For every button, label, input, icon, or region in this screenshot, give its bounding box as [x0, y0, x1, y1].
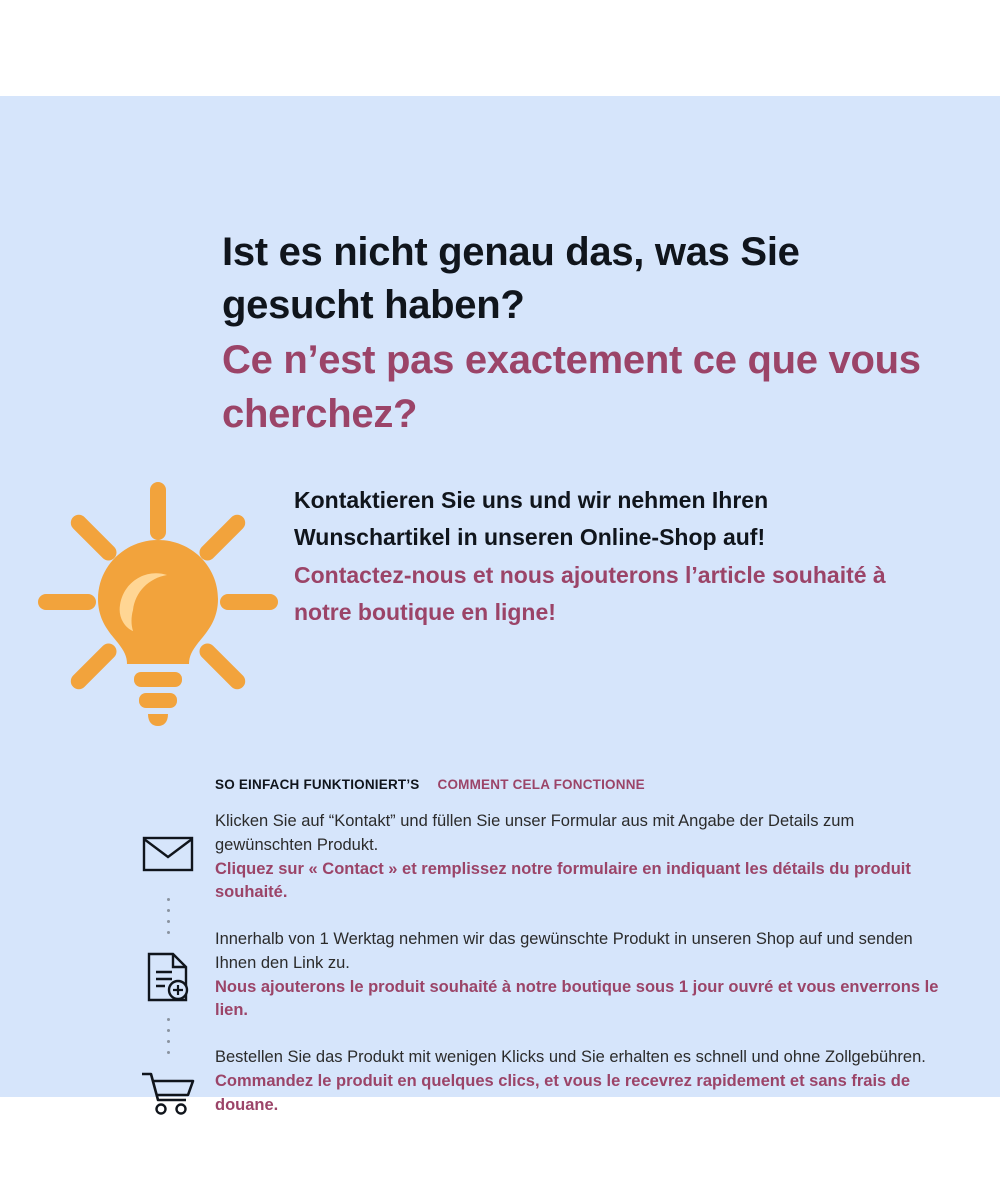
list-item: [120, 1042, 950, 1160]
lightbulb-icon: [38, 482, 278, 732]
step-text-de: Bestellen Sie das Produkt mit wenigen Klicks und Sie erhalten es schnell und ohne Zollgebühren.: [215, 1048, 926, 1066]
promo-banner: [0, 96, 1000, 1114]
list-item: [120, 924, 950, 1042]
steps-list: [120, 806, 950, 1160]
document-add-icon: [120, 924, 215, 1002]
step-text: [215, 1042, 950, 1117]
headline-fr: Ce n’est pas exactement ce que vous cherchez?: [222, 338, 921, 436]
step-text-de: Klicken Sie auf “Kontakt” und füllen Sie unser Formular aus mit Angabe der Details zum gewünschten Produkt.: [215, 812, 855, 854]
headline-de: Ist es nicht genau das, was Sie gesucht haben?: [222, 230, 800, 328]
headline-block: [222, 226, 952, 441]
step-text: [215, 924, 950, 1023]
how-it-works-fr: COMMENT CELA FONCTIONNE: [437, 777, 645, 792]
how-it-works-de: SO EINFACH FUNKTIONIERT’S: [215, 777, 420, 792]
envelope-icon: [120, 806, 215, 874]
step-text-fr: Commandez le produit en quelques clics, et vous le recevrez rapidement et sans frais de douane.: [215, 1071, 911, 1114]
step-text-fr: Nous ajouterons le produit souhaité à notre boutique sous 1 jour ouvré et vous enverrons le lien.: [215, 977, 939, 1020]
step-text-fr: Cliquez sur « Contact » et remplissez notre formulaire en indiquant les détails du produit souhaité.: [215, 859, 911, 902]
shopping-cart-icon: [120, 1042, 215, 1116]
step-text: [215, 806, 950, 905]
subheadline-block: [294, 482, 914, 631]
step-text-de: Innerhalb von 1 Werktag nehmen wir das gewünschte Produkt in unseren Shop auf und senden Ihnen den Link zu.: [215, 930, 913, 972]
list-item: [120, 806, 950, 924]
subheadline-de: Kontaktieren Sie uns und wir nehmen Ihren Wunschartikel in unseren Online-Shop auf!: [294, 487, 769, 551]
how-it-works-label: [215, 777, 645, 792]
subheadline-fr: Contactez-nous et nous ajouterons l’article souhaité à notre boutique en ligne!: [294, 561, 886, 625]
